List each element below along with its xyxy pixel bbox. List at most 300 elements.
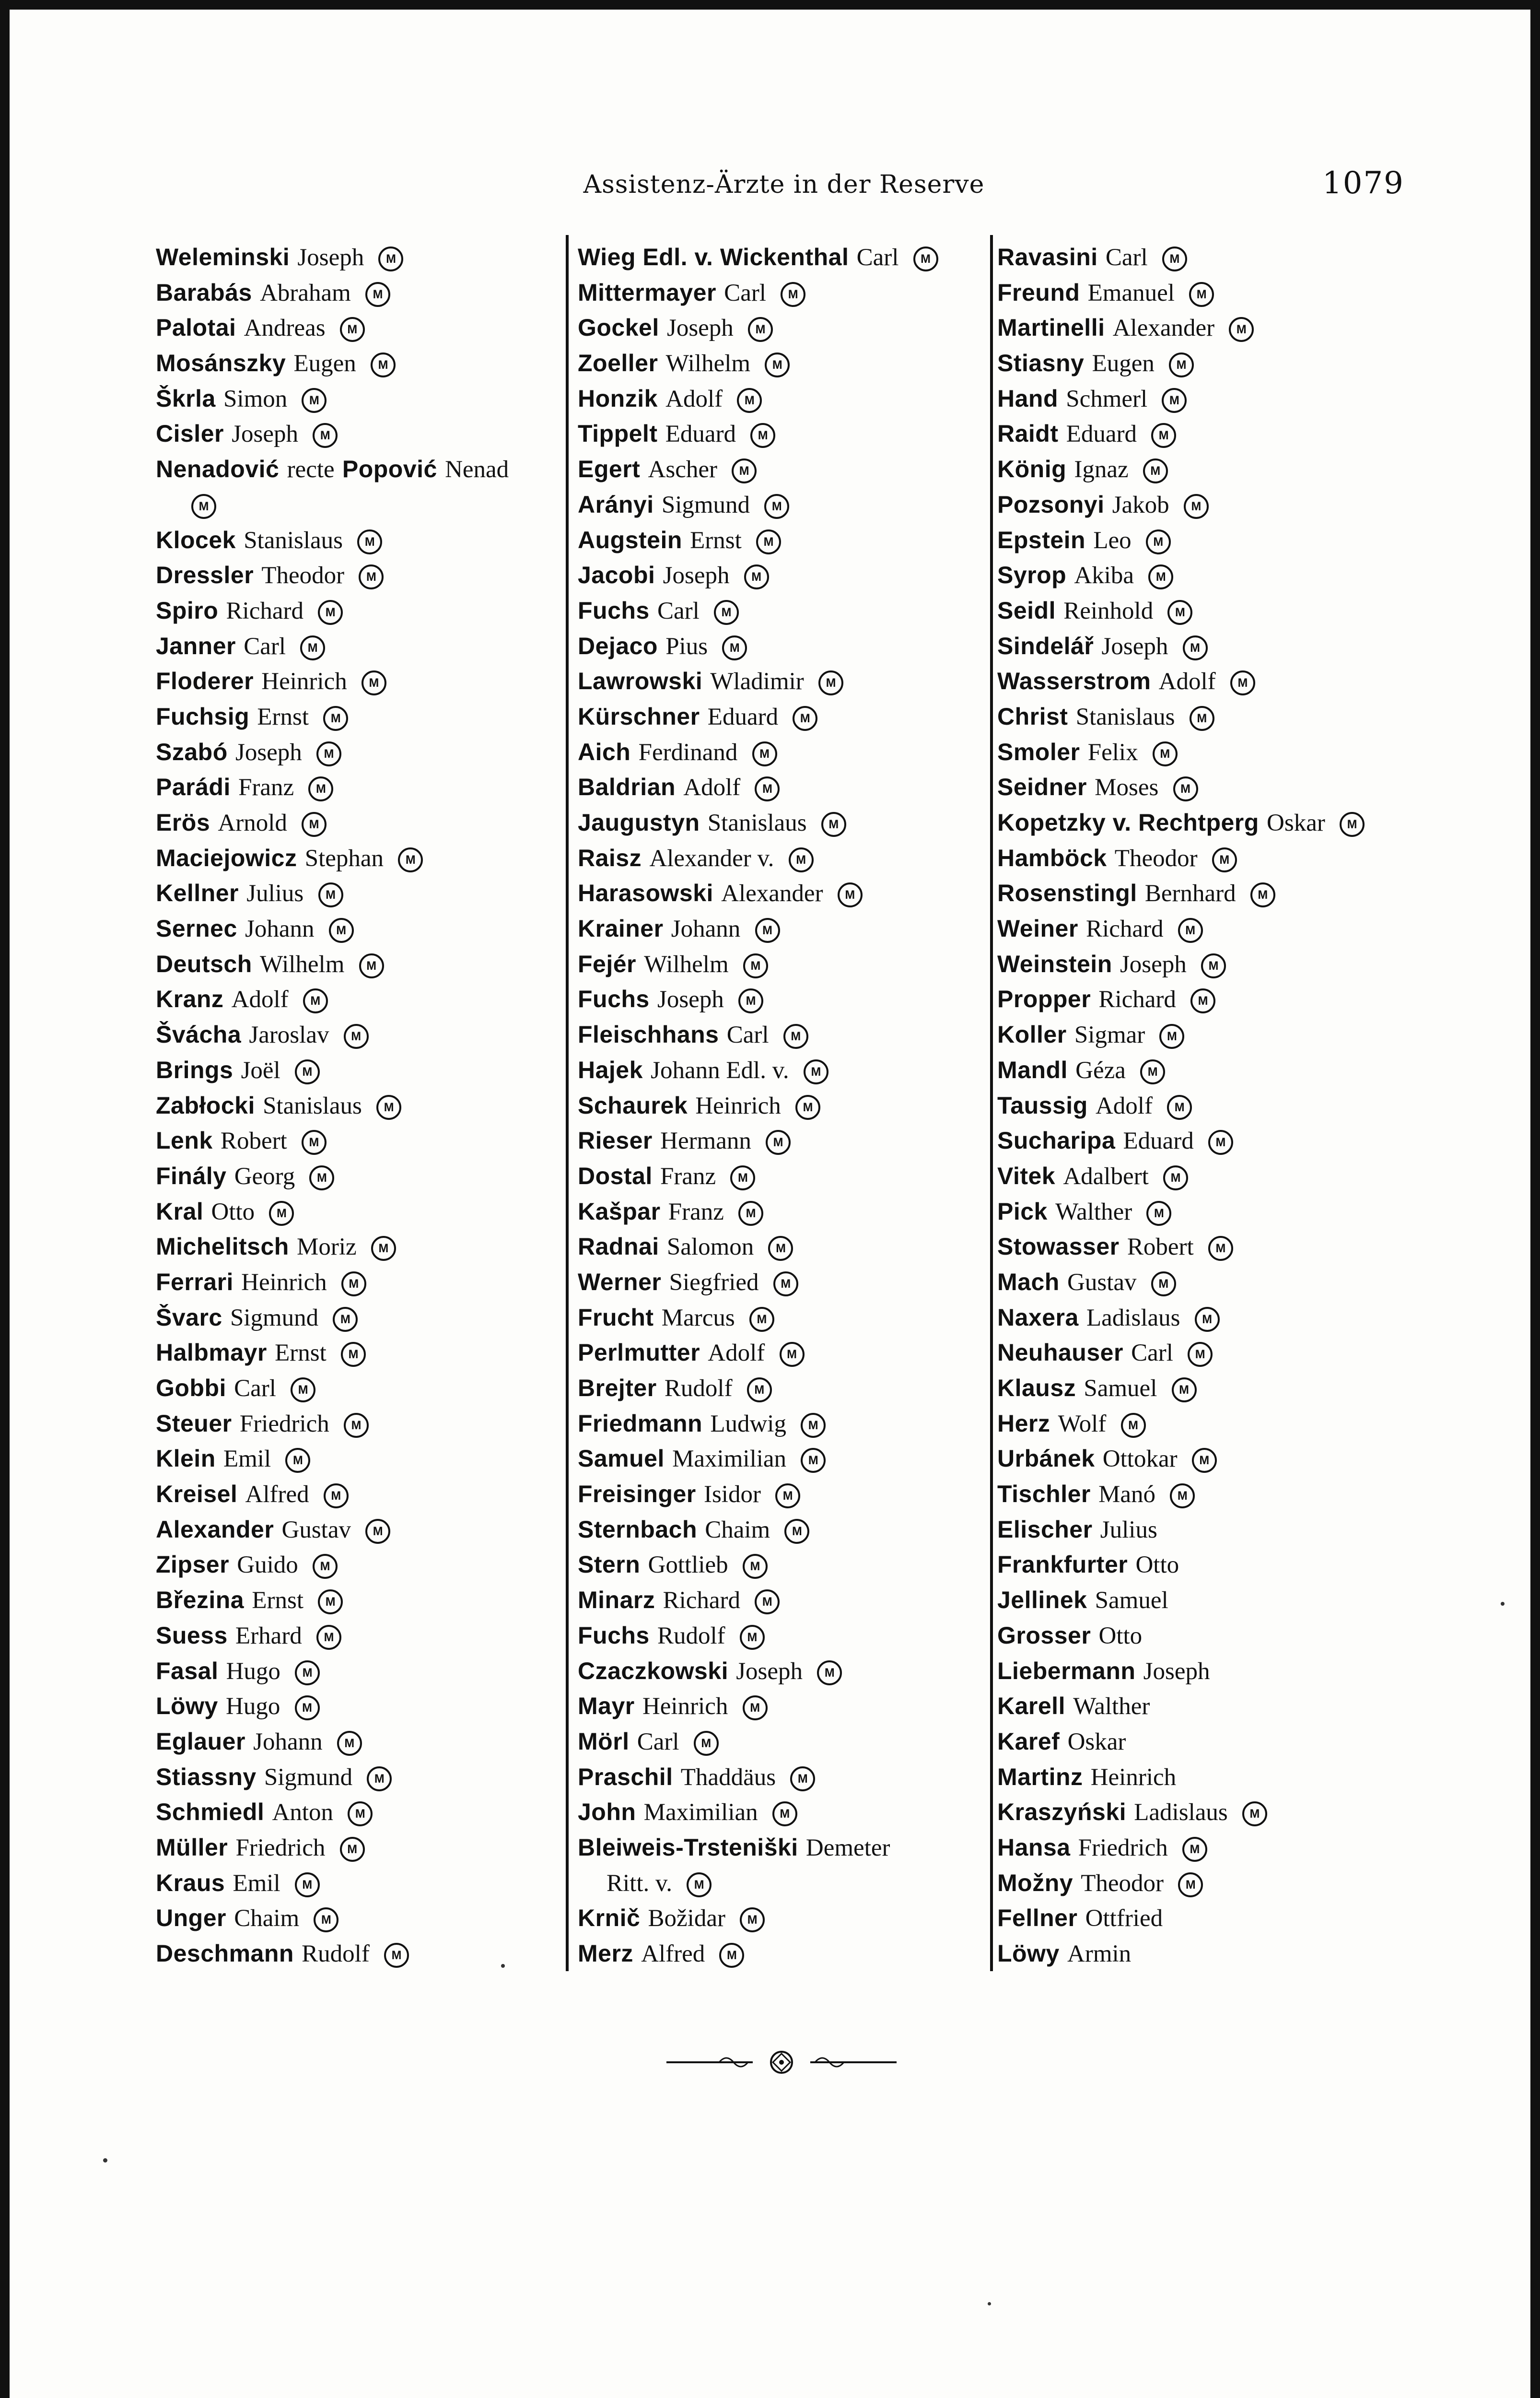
name-entry <box>997 1689 1429 1724</box>
name-entry <box>156 947 568 982</box>
name-entry <box>997 1265 1429 1300</box>
surname: Březina <box>156 1587 245 1614</box>
given-name: Friedrich <box>235 1834 326 1861</box>
name-entry <box>997 770 1429 805</box>
given-name: Ignaz <box>1074 456 1129 483</box>
surname: Vitek <box>997 1162 1056 1189</box>
name-entry <box>156 1830 568 1866</box>
given-name: Johann <box>671 916 741 943</box>
m-badge-icon: M <box>1153 741 1178 766</box>
print-speck <box>988 2302 991 2305</box>
surname: Palotai <box>156 314 236 341</box>
given-name: Guido <box>237 1552 298 1579</box>
m-badge-icon: M <box>1195 1307 1220 1332</box>
given-name: Wilhelm <box>665 350 751 377</box>
m-badge-icon: M <box>795 1095 820 1120</box>
name-entry <box>156 558 568 593</box>
surname: Pozsonyi <box>997 491 1105 518</box>
given-name: Ludwig <box>710 1410 786 1437</box>
given-name: Stanislaus <box>244 527 343 554</box>
end-ornament <box>666 2048 897 2077</box>
name-entry <box>578 770 1000 805</box>
name-entry <box>578 593 1000 629</box>
m-badge-icon: M <box>371 353 396 377</box>
m-badge-icon: M <box>722 635 747 660</box>
surname: Stowasser <box>997 1233 1120 1260</box>
m-badge-icon: M <box>378 247 403 271</box>
surname: Krnič <box>578 1904 641 1932</box>
given-name: Akiba <box>1074 562 1134 589</box>
given-name: Marcus <box>661 1304 735 1331</box>
m-badge-icon: M <box>1151 423 1176 448</box>
m-badge-icon: M <box>780 1342 805 1367</box>
name-entry <box>578 1760 1000 1795</box>
name-entry <box>578 275 1000 311</box>
surname: Dressler <box>156 562 254 589</box>
name-entry <box>156 1017 568 1053</box>
m-badge-icon: M <box>1163 1165 1188 1190</box>
surname: Brejter <box>578 1375 657 1401</box>
m-badge-icon: M <box>285 1448 310 1473</box>
surname: Perlmutter <box>578 1339 700 1366</box>
m-badge-icon: M <box>295 1695 320 1720</box>
m-badge-icon: M <box>730 1165 755 1190</box>
m-badge-icon: M <box>801 1448 826 1473</box>
given-name: Adolf <box>1095 1092 1153 1119</box>
given-name: Richard <box>1098 986 1176 1013</box>
name-entry <box>997 1159 1429 1194</box>
name-entry <box>578 381 1000 417</box>
m-badge-icon: M <box>1340 812 1365 837</box>
given-name: Isidor <box>703 1481 761 1508</box>
surname: Merz <box>578 1940 633 1967</box>
name-entry <box>997 1724 1429 1760</box>
name-entry <box>578 735 1000 770</box>
name-entry <box>578 664 1000 699</box>
name-entry <box>156 699 568 735</box>
surname: Kraszyński <box>997 1798 1127 1826</box>
m-badge-icon: M <box>765 353 790 377</box>
surname: Werner <box>578 1268 662 1295</box>
surname: Erös <box>156 809 210 836</box>
m-badge-icon: M <box>764 494 789 519</box>
surname: Mörl <box>578 1728 630 1755</box>
given-name: Joseph <box>663 562 730 589</box>
name-entry <box>578 487 1000 523</box>
name-entry <box>156 1512 568 1548</box>
surname: Unger <box>156 1904 226 1932</box>
surname: Škrla <box>156 385 216 412</box>
given-name: Alexander <box>1112 315 1215 342</box>
surname: Mayr <box>578 1693 635 1720</box>
surname: Fellner <box>997 1904 1078 1932</box>
given-name: Joseph <box>736 1657 803 1685</box>
m-badge-icon: M <box>818 670 843 695</box>
given-name: Johann <box>253 1728 323 1755</box>
name-entry <box>997 1547 1429 1583</box>
given-name: Wladimir <box>710 668 804 695</box>
given-name: Walther <box>1055 1198 1132 1225</box>
surname: Liebermann <box>997 1657 1136 1684</box>
surname: Gobbi <box>156 1375 226 1401</box>
surname: Jellinek <box>997 1587 1087 1614</box>
m-badge-icon: M <box>755 776 780 801</box>
name-entry <box>156 1300 568 1336</box>
given-name: Ladislaus <box>1086 1304 1180 1331</box>
name-entry <box>578 452 1000 487</box>
name-entry <box>578 1123 1000 1159</box>
given-name: Otto <box>1135 1552 1179 1579</box>
surname: Kraus <box>156 1869 225 1896</box>
surname: Klausz <box>997 1375 1076 1401</box>
name-entry <box>156 911 568 947</box>
surname: Propper <box>997 986 1091 1013</box>
surname: Baldrian <box>578 774 676 801</box>
given-name: Joseph <box>297 244 364 271</box>
name-entry <box>578 876 1000 911</box>
name-entry <box>156 416 568 452</box>
given-name: Franz <box>668 1198 724 1225</box>
m-badge-icon: M <box>376 1095 401 1120</box>
name-entry <box>997 1901 1429 1936</box>
surname: Naxera <box>997 1304 1079 1331</box>
name-entry <box>578 346 1000 381</box>
name-entry <box>156 982 568 1017</box>
name-entry <box>997 1194 1429 1230</box>
m-badge-icon: M <box>1170 1483 1195 1508</box>
surname: Švácha <box>156 1021 242 1048</box>
surname: Jaugustyn <box>578 809 700 836</box>
m-badge-icon: M <box>1121 1413 1146 1438</box>
m-badge-icon: M <box>789 847 814 872</box>
m-badge-icon: M <box>1172 1377 1197 1402</box>
surname: Kellner <box>156 880 239 907</box>
given-name: Ottokar <box>1102 1446 1178 1473</box>
name-entry <box>997 593 1429 629</box>
name-entry <box>156 1547 568 1583</box>
name-entry <box>156 841 568 876</box>
name-entry <box>156 1159 568 1194</box>
surname: Freund <box>997 279 1080 306</box>
surname: Syrop <box>997 562 1067 589</box>
surname: Praschil <box>578 1763 673 1790</box>
m-badge-icon: M <box>1167 600 1192 625</box>
given-name: Alfred <box>245 1481 309 1508</box>
surname: Cisler <box>156 420 224 447</box>
m-badge-icon: M <box>1159 1024 1184 1049</box>
surname: Steuer <box>156 1410 232 1437</box>
surname: Možny <box>997 1869 1073 1896</box>
given-name: Adolf <box>683 774 741 801</box>
given-name: Heinrich <box>695 1092 781 1119</box>
given-name: Heinrich <box>261 668 347 695</box>
m-badge-icon: M <box>318 1589 343 1614</box>
surname: Raisz <box>578 844 642 871</box>
given-name: Eduard <box>1123 1128 1194 1155</box>
m-badge-icon: M <box>318 600 343 625</box>
m-badge-icon: M <box>1143 458 1168 483</box>
surname: Kopetzky v. Rechtperg <box>997 809 1259 836</box>
m-badge-icon: M <box>749 1307 774 1332</box>
surname: Nenadović <box>156 456 280 483</box>
given-name: Carl <box>244 633 286 660</box>
name-entry <box>156 1724 568 1760</box>
given-name: Franz <box>660 1163 716 1190</box>
name-entry <box>156 523 568 558</box>
m-badge-icon: M <box>314 1907 338 1932</box>
given-name: Jaroslav <box>249 1022 329 1049</box>
given-name: Wolf <box>1058 1410 1107 1437</box>
name-entry <box>578 1441 1000 1477</box>
surname: Fuchsig <box>156 703 250 730</box>
surname: Epstein <box>997 526 1086 553</box>
surname: Stiasny <box>997 350 1085 377</box>
given-name: Carl <box>856 244 899 271</box>
m-badge-icon: M <box>719 1943 744 1968</box>
name-entry <box>997 1654 1429 1689</box>
name-entry <box>156 452 568 487</box>
given-name: Demeter <box>805 1834 890 1861</box>
m-badge-icon: M <box>300 635 325 660</box>
m-badge-icon: M <box>371 1236 396 1261</box>
surname: Sindelář <box>997 632 1094 659</box>
given-name: Johann <box>245 916 315 943</box>
surname: Finály <box>156 1162 227 1189</box>
name-entry <box>997 911 1429 947</box>
m-badge-icon: M <box>1162 388 1187 413</box>
surname: Seidner <box>997 774 1087 801</box>
name-entry <box>578 1901 1000 1936</box>
m-badge-icon: M <box>738 1201 763 1226</box>
m-badge-icon: M <box>1146 529 1171 554</box>
given-name: Sigmund <box>230 1304 319 1331</box>
name-entry <box>156 1123 568 1159</box>
given-name: Oskar <box>1267 810 1325 836</box>
given-name: Thaddäus <box>680 1763 776 1791</box>
name-entry <box>997 1088 1429 1124</box>
page-title: Assistenz-Ärzte in der Reserve <box>583 170 985 199</box>
surname: Maciejowicz <box>156 844 297 871</box>
name-entry <box>156 1229 568 1265</box>
surname: Ferrari <box>156 1268 233 1295</box>
m-badge-icon: M <box>1178 918 1203 943</box>
surname: Fuchs <box>578 597 650 624</box>
surname: Kašpar <box>578 1198 661 1225</box>
surname: Herz <box>997 1410 1050 1437</box>
name-entry <box>997 841 1429 876</box>
name-entry <box>997 805 1429 841</box>
name-entry <box>997 487 1429 523</box>
given-name: Eugen <box>1092 350 1155 377</box>
given-name: Ritt. v. <box>607 1869 672 1897</box>
name-entry <box>156 1406 568 1442</box>
m-badge-icon: M <box>1148 564 1173 589</box>
name-entry <box>997 558 1429 593</box>
name-entry <box>997 664 1429 699</box>
m-badge-icon: M <box>756 529 781 554</box>
m-badge-icon: M <box>740 1625 765 1650</box>
given-name: Ottfried <box>1085 1905 1163 1932</box>
given-name: Wilhelm <box>259 951 345 978</box>
name-entry <box>578 1371 1000 1406</box>
given-name: Hermann <box>660 1128 751 1155</box>
given-name: Carl <box>637 1728 679 1755</box>
given-name: Eugen <box>293 350 356 377</box>
given-name: Schmerl <box>1066 385 1148 412</box>
m-badge-icon: M <box>1146 1201 1171 1226</box>
m-badge-icon: M <box>1151 1271 1176 1296</box>
name-entry <box>997 1053 1429 1088</box>
name-entry <box>578 1159 1000 1194</box>
name-entry <box>578 911 1000 947</box>
m-badge-icon: M <box>309 1165 334 1190</box>
name-column-3 <box>997 240 1429 1972</box>
given-name: Joseph <box>235 739 302 766</box>
given-name: Abraham <box>260 279 351 306</box>
name-entry <box>578 310 1000 346</box>
given-name: Samuel <box>1084 1375 1157 1402</box>
given-name: Carl <box>1105 244 1148 271</box>
surname: Honzik <box>578 385 658 412</box>
m-badge-icon: M <box>743 953 768 978</box>
name-entry <box>156 1583 568 1618</box>
name-entry <box>997 1936 1429 1972</box>
surname: Martinz <box>997 1763 1083 1790</box>
surname: Arányi <box>578 491 654 518</box>
surname: Alexander <box>156 1516 274 1543</box>
given-name: Bernhard <box>1144 880 1236 907</box>
name-entry <box>156 310 568 346</box>
given-name: Chaim <box>234 1905 300 1932</box>
surname: Weiner <box>997 915 1078 942</box>
name-entry <box>997 1017 1429 1053</box>
name-entry <box>578 1689 1000 1724</box>
surname: Minarz <box>578 1587 655 1614</box>
m-badge-icon: M <box>1169 353 1194 377</box>
surname: Hamböck <box>997 844 1107 871</box>
surname: Karef <box>997 1728 1060 1755</box>
surname: Müller <box>156 1834 228 1861</box>
given-name: Ferdinand <box>638 739 738 766</box>
given-name: Siegfried <box>669 1269 759 1296</box>
m-badge-icon: M <box>1212 847 1237 872</box>
surname: Sucharipa <box>997 1127 1116 1154</box>
surname: Zabłocki <box>156 1092 255 1119</box>
given-name: Friedrich <box>239 1410 329 1437</box>
given-name: Otto <box>1098 1622 1143 1649</box>
given-name: Wilhelm <box>644 951 729 978</box>
given-name: Joseph <box>1101 633 1168 660</box>
surname: Augstein <box>578 526 682 553</box>
surname: Karell <box>997 1693 1065 1720</box>
surname: Kreisel <box>156 1481 238 1508</box>
surname: Fleischhans <box>578 1021 719 1048</box>
name-entry <box>156 381 568 417</box>
name-entry <box>578 558 1000 593</box>
given-name: Ladislaus <box>1134 1799 1228 1826</box>
given-name: Carl <box>724 279 766 306</box>
m-badge-icon: M <box>302 388 327 413</box>
surname: Gockel <box>578 314 659 341</box>
given-name: Carl <box>726 1022 769 1049</box>
m-badge-icon: M <box>313 1554 338 1579</box>
name-entry <box>997 381 1429 417</box>
surname: Fasal <box>156 1657 219 1684</box>
name-column-1 <box>156 240 568 1972</box>
surname: Zipser <box>156 1551 230 1578</box>
given-name: Emanuel <box>1087 279 1175 306</box>
given-name: Robert <box>1127 1234 1194 1261</box>
m-badge-icon: M <box>318 882 343 907</box>
given-name: Carl <box>1131 1340 1173 1367</box>
surname: Grosser <box>997 1622 1091 1649</box>
given-name: Stanislaus <box>707 810 807 836</box>
m-badge-icon: M <box>1190 706 1214 731</box>
surname: Fejér <box>578 950 637 977</box>
name-entry <box>997 1583 1429 1618</box>
m-badge-icon: M <box>1183 635 1208 660</box>
given-name: Gottlieb <box>648 1552 728 1579</box>
m-badge-icon: M <box>784 1519 809 1544</box>
given-name: Chaim <box>705 1516 770 1543</box>
given-name: Sigmund <box>264 1763 353 1791</box>
name-entry <box>997 1441 1429 1477</box>
m-badge-icon: M <box>295 1660 320 1685</box>
given-name: Ernst <box>275 1340 327 1367</box>
m-badge-icon: M <box>1250 882 1275 907</box>
name-entry <box>156 1441 568 1477</box>
name-entry <box>578 1583 1000 1618</box>
m-badge-icon: M <box>340 317 365 342</box>
surname: Taussig <box>997 1092 1088 1119</box>
surname: Harasowski <box>578 880 713 907</box>
surname: Stern <box>578 1551 641 1578</box>
surname: Freisinger <box>578 1481 696 1508</box>
name-entry <box>578 1618 1000 1654</box>
m-badge-icon: M <box>738 988 763 1013</box>
given-name: Moses <box>1095 774 1159 801</box>
m-badge-icon: M <box>1242 1801 1267 1826</box>
book-page <box>10 10 1530 2398</box>
m-badge-icon: M <box>821 812 846 837</box>
given-name: Manó <box>1098 1481 1156 1508</box>
m-badge-icon: M <box>269 1201 294 1226</box>
given-name: Anton <box>272 1799 334 1826</box>
name-entry <box>156 770 568 805</box>
m-badge-icon: M <box>1201 953 1226 978</box>
given-name: Reinhold <box>1063 597 1154 624</box>
m-badge-icon: M <box>838 882 863 907</box>
surname: Czaczkowski <box>578 1657 728 1684</box>
m-badge-icon: M <box>344 1413 369 1438</box>
m-badge-icon: M <box>359 564 384 589</box>
m-badge-icon: M <box>365 282 390 307</box>
surname: Floderer <box>156 668 254 695</box>
name-entry <box>578 1724 1000 1760</box>
name-entry <box>578 1335 1000 1371</box>
m-badge-icon: M <box>752 741 777 766</box>
given-name: Andreas <box>244 315 326 342</box>
m-badge-icon: M <box>714 600 739 625</box>
surname: Löwy <box>156 1693 218 1720</box>
m-badge-icon: M <box>1190 988 1215 1013</box>
m-badge-icon: M <box>302 1130 327 1155</box>
surname: Wieg Edl. v. Wickenthal <box>578 244 849 270</box>
name-entry <box>578 805 1000 841</box>
name-entry <box>156 487 568 523</box>
surname: Urbánek <box>997 1445 1095 1472</box>
print-speck <box>501 1964 505 1968</box>
